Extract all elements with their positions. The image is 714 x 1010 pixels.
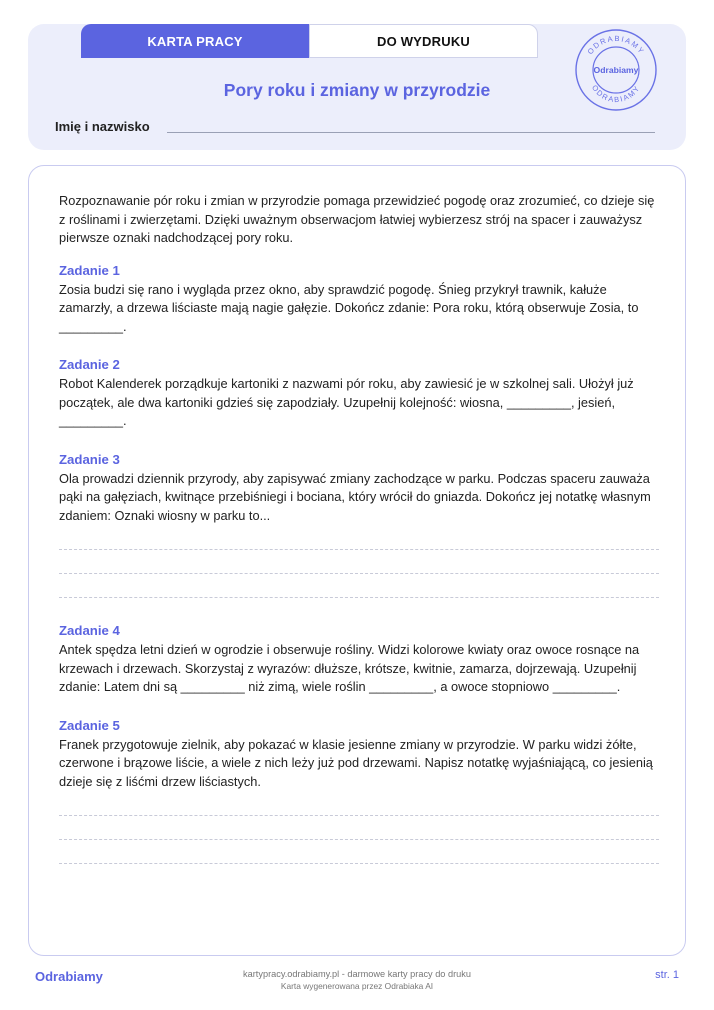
footer-site-text[interactable]: kartypracy.odrabiamy.pl - darmowe karty pracy do druku — [243, 969, 471, 979]
tab-worksheet[interactable]: KARTA PRACY — [81, 24, 309, 58]
task-2-text: Robot Kalenderek porządkuje kartoniki z nazwami pór roku, aby zawiesić je w szkolnej sali. Ułożył już początek, ale dwa kartoniki gdzieś się zapodziały. Uzupełnij kolejność: wiosna, _________, jesień, _________. — [59, 376, 634, 428]
footer-brand: Odrabiamy — [35, 969, 103, 984]
intro-paragraph: Rozpoznawanie pór roku i zmian w przyrodzie pomaga przewidzieć pogodę oraz zrozumieć, co dzieje się z roślinami i zwierzętami. Dzięki uważnym obserwacjom łatwiej wybierzesz strój na spacer i zauważysz pierwsze oznaki nadchodzącej pory roku. — [59, 193, 655, 245]
footer-info — [0, 969, 714, 991]
footer-generated-text: Karta wygenerowana przez Odrabiaka AI — [280, 981, 434, 991]
stamp-bottom-text: ODRABIAMY — [590, 83, 642, 105]
name-field-line — [167, 132, 655, 133]
page-title: Pory roku i zmiany w przyrodzie — [223, 80, 491, 100]
stamp-top-text: ODRABIAMY — [585, 33, 647, 57]
page-number: str. 1 — [655, 969, 679, 981]
stamp-center-text: Odrabiamy — [593, 65, 639, 75]
odrabiamy-stamp-logo — [574, 28, 658, 112]
svg-text:ODRABIAMY — [590, 83, 642, 104]
task-3-text: Ola prowadzi dziennik przyrody, aby zapisywać zmiany zachodzące w parku. Podczas spaceru zauważa pąki na gałęziach, kwitnące przebiśniegi i bociana, który wrócił do gniazda. Dokończ jej notatkę własnym zdaniem: Oznaki wiosny w parku to... — [59, 470, 651, 523]
task-5-text: Franek przygotowuje zielnik, aby pokazać w klasie jesienne zmiany w przyrodzie. W parku widzi żółte, czerwone i brązowe liście, a wiele z nich leży już pod drzewami. Napisz notatkę wyjaśniającą, co jesienią dzieje się z liśćmi drzew liściastych. — [59, 736, 653, 789]
task-1-title: Zadanie 1 — [59, 262, 120, 278]
tab-print[interactable]: DO WYDRUKU — [309, 24, 538, 58]
task-4-title: Zadanie 4 — [59, 623, 120, 638]
task-5-title: Zadanie 5 — [59, 717, 120, 733]
task-2-title: Zadanie 2 — [59, 357, 120, 372]
svg-text:ODRABIAMY — [586, 34, 647, 56]
task-1-text: Zosia budzi się rano i wygląda przez okno, aby sprawdzić pogodę. Śnieg przykrył trawnik, kałuże zamarzły, a drzewa liściaste mają nagie gałęzie. Dokończ zdanie: Pora roku, którą obserwuje Zosia, to _________. — [59, 281, 639, 334]
name-label: Imię i nazwisko — [55, 119, 150, 134]
worksheet-card — [28, 165, 686, 956]
task-4-text: Antek spędza letni dzień w ogrodzie i obserwuje rośliny. Widzi kolorowe kwiaty oraz owoce rosnące na krzewach i drzewach. Skorzystaj z wyrazów: dłuższe, krótsze, kwitnie, zamarza, dojrzewają. Uzupełnij zdanie: Latem dni są _________ niż zimą, wiele roślin _________, a owoce stopniowo _________. — [59, 642, 640, 694]
answer-line[interactable] — [59, 863, 659, 864]
task-3-title: Zadanie 3 — [59, 451, 120, 467]
